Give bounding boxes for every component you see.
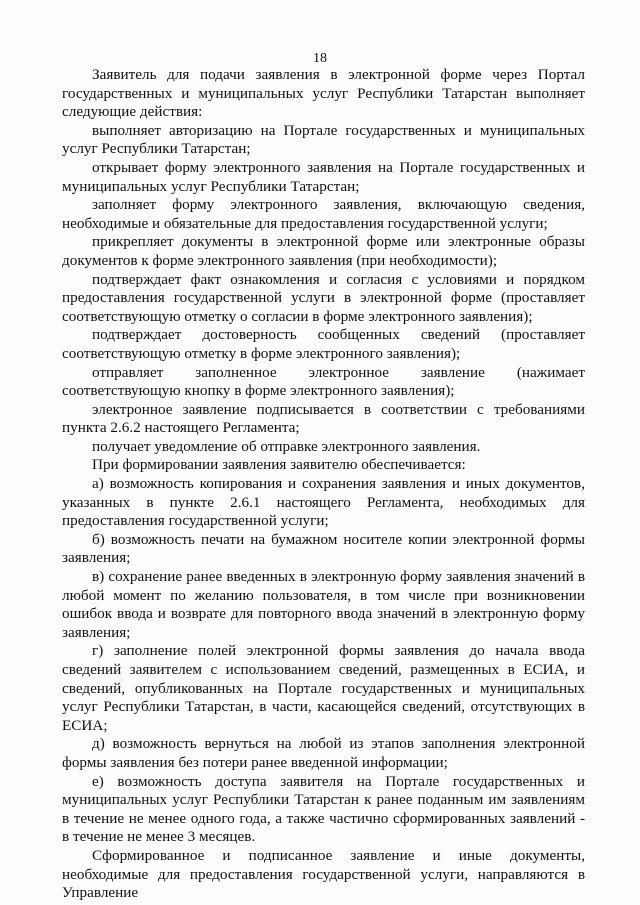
paragraph: При формировании заявления заявителю обеспечивается: — [92, 456, 466, 474]
paragraph: Заявитель для подачи заявления в электронной форме через Портал государственных и муниципальных услуг Республики Татарстан выполняет следующие действия: — [62, 66, 585, 121]
paragraph: Сформированное и подписанное заявление и иные документы, необходимые для предоставления государственной услуги, направляются в Управление — [62, 846, 585, 902]
paragraph: а) возможность копирования и сохранения заявления и иных документов, указанных в пункте 2.6.1 настоящего Регламента, необходимых для предоставления государственной услуги; — [62, 475, 585, 530]
paragraph: открывает форму электронного заявления на Портале государственных и муниципальных услуг Республики Татарстан; — [62, 158, 585, 195]
paragraph: подтверждает факт ознакомления и согласия с условиями и порядком предоставления государственной услуги в электронной форме (проставляет соответствующую отметку о согласии в форме электронного заявления); — [62, 270, 585, 325]
paragraph: электронное заявление подписывается в соответствии с требованиями пункта 2.6.2 настоящего Регламента; — [62, 400, 585, 437]
page-number: 18 — [313, 51, 327, 66]
paragraph: получает уведомление об отправке электронного заявления. — [92, 437, 481, 455]
paragraph: заполняет форму электронного заявления, включающую сведения, необходимые и обязательные для предоставления государственной услуги; — [62, 196, 585, 232]
paragraph: прикрепляет документы в электронной форме или электронные образы документов к форме электронного заявления (при необходимости); — [62, 233, 585, 269]
paragraph: выполняет авторизацию на Портале государственных и муниципальных услуг Республики Татарстан; — [62, 121, 585, 158]
paragraph: в) сохранение ранее введенных в электронную форму заявления значений в любой момент по желанию пользователя, в том числе при возникновении ошибок ввода и возврате для повторного ввода значений в электронную форму заявления; — [62, 568, 585, 641]
paragraph: б) возможность печати на бумажном носителе копии электронной формы заявления; — [62, 530, 585, 567]
document-body — [62, 66, 585, 903]
paragraph: е) возможность доступа заявителя на Портале государственных и муниципальных услуг Республики Татарстан к ранее поданным им заявлениям в течение не менее одного года, а также частично сформированных заявлений - в течение не менее 3 месяцев. — [62, 772, 585, 846]
paragraph: подтверждает достоверность сообщенных сведений (проставляет соответствующую отметку в форме электронного заявления); — [62, 326, 585, 362]
paragraph: г) заполнение полей электронной формы заявления до начала ввода сведений заявителем с использованием сведений, размещенных в ЕСИА, и сведений, опубликованных на Портале государственных и муниципальных услуг Республики Татарстан, в части, касающейся сведений, отсутствующих в ЕСИА; — [62, 642, 585, 734]
paragraph: отправляет заполненное электронное заявление (нажимает соответствующую кнопку в форме электронного заявления); — [62, 363, 585, 400]
paragraph: д) возможность вернуться на любой из этапов заполнения электронной формы заявления без потери ранее введенной информации; — [62, 735, 585, 771]
